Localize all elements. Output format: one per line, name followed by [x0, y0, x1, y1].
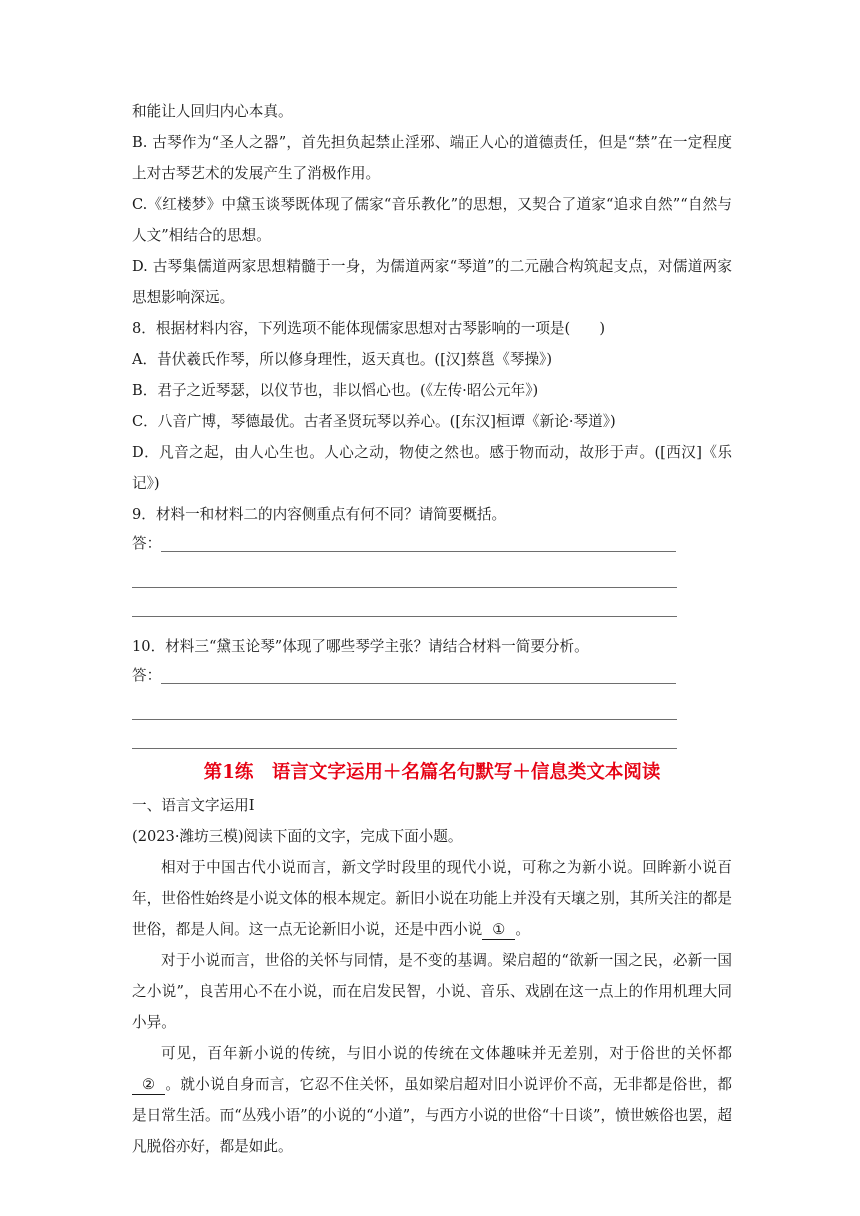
q8-option-d: D．凡音之起，由人心生也。人心之动，物使之然也。感于物而动，故形于声。([西汉]《乐记》)	[132, 444, 732, 492]
passage-p1-end: 。	[515, 921, 530, 938]
source-line: (2023·潍坊三模)阅读下面的文字，完成下面小题。	[132, 828, 463, 845]
q8-stem: 8．根据材料内容，下列选项不能体现儒家思想对古琴影响的一项是( )	[132, 320, 606, 337]
q10-answer-row[interactable]	[132, 662, 732, 691]
q9-answer-label: 答：	[132, 535, 162, 552]
q7-option-b: B. 古琴作为“圣人之器”，首先担负起禁止淫邪、端正人心的道德责任，但是“禁”在一定程度上对古琴艺术的发展产生了消极作用。	[132, 134, 732, 182]
passage-paragraph-3	[132, 1038, 732, 1162]
q10-stem: 10．材料三“黛玉论琴”体现了哪些琴学主张？请结合材料一简要分析。	[132, 638, 589, 655]
q9-answer-line[interactable]	[161, 550, 676, 552]
q7-continuation: 和能让人回归内心本真。	[132, 103, 293, 120]
passage-paragraph-1	[132, 852, 732, 945]
passage-p3-text: 可见，百年新小说的传统，与旧小说的传统在文体趣味并无差别，对于俗世的关怀都	[161, 1045, 732, 1062]
q10-answer-line-2[interactable]	[132, 691, 677, 720]
passage-p3-end: 。就小说自身而言，它忍不住关怀，虽如梁启超对旧小说评价不高，无非都是俗世，都是日常生活。而“丛残小语”的小说的“小道”，与西方小说的世俗“十日谈”，愤世嫉俗也罢，超凡脱俗亦好，都是如此。	[132, 1076, 732, 1155]
q7-option-c: C.《红楼梦》中黛玉谈琴既体现了儒家“音乐教化”的思想，又契合了道家“追求自然”“自然与人文”相结合的思想。	[132, 196, 732, 244]
q9-answer-line-3[interactable]	[132, 588, 677, 617]
q10-answer-line-3[interactable]	[132, 720, 677, 749]
part-heading: 一、语言文字运用Ⅰ	[132, 797, 255, 814]
blank-1: ①	[482, 921, 515, 940]
q10-answer-line[interactable]	[161, 682, 676, 684]
q8-option-c: C．八音广博，琴德最优。古者圣贤玩琴以养心。([东汉]桓谭《新论·琴道》)	[132, 413, 616, 430]
q7-option-d: D. 古琴集儒道两家思想精髓于一身，为儒道两家“琴道”的二元融合构筑起支点，对儒道两家思想影响深远。	[132, 258, 732, 306]
blank-2: ②	[132, 1076, 165, 1095]
passage-paragraph-2: 对于小说而言，世俗的关怀与同情，是不变的基调。梁启超的“欲新一国之民，必新一国之小说”，良苦用心不在小说，而在启发民智，小说、音乐、戏剧在这一点上的作用机理大同小异。	[132, 952, 732, 1031]
q8-option-a: A．昔伏羲氏作琴，所以修身理性，返天真也。([汉]蔡邕《琴操》)	[132, 351, 553, 368]
q8-option-b: B．君子之近琴瑟，以仪节也，非以慆心也。(《左传·昭公元年》)	[132, 382, 539, 399]
q9-answer-line-2[interactable]	[132, 559, 677, 588]
passage-p1-text: 相对于中国古代小说而言，新文学时段里的现代小说，可称之为新小说。回眸新小说百年，世俗性始终是小说文体的根本规定。新旧小说在功能上并没有天壤之别，其所关注的都是世俗，都是人间。这一点无论新旧小说，还是中西小说	[132, 859, 732, 938]
document-page	[132, 96, 732, 1162]
q9-stem: 9．材料一和材料二的内容侧重点有何不同？请简要概括。	[132, 506, 507, 523]
q9-answer-row[interactable]	[132, 530, 732, 559]
q10-answer-label: 答：	[132, 667, 162, 684]
section-title: 第1练 语言文字运用＋名篇名句默写＋信息类文本阅读	[203, 762, 661, 783]
